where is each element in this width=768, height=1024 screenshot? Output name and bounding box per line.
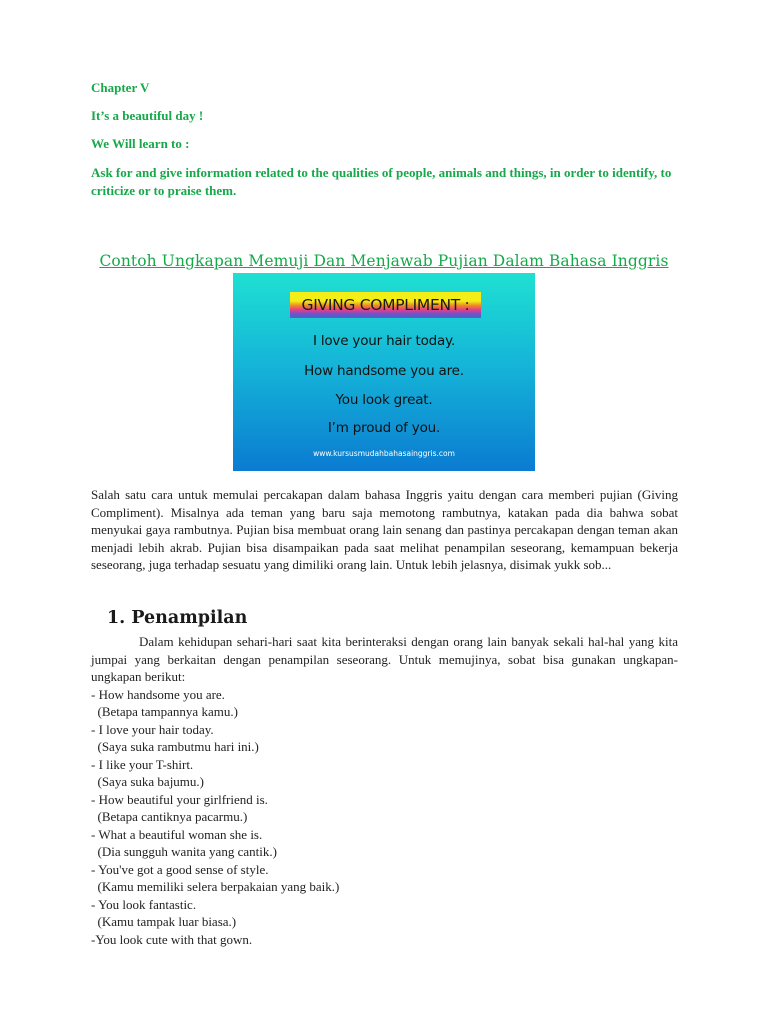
list-item: (Betapa tampannya kamu.): [91, 704, 238, 719]
list-item: - What a beautiful woman she is.: [91, 826, 263, 842]
list-item: - How handsome you are.: [91, 686, 225, 702]
banner-heading: GIVING COMPLIMENT :: [290, 292, 481, 318]
list-item: (Kamu memiliki selera berpakaian yang baik.): [91, 879, 340, 894]
learning-goal: Ask for and give information related to the qualities of people, animals and things, in order to identify, to criticize or to praise them.: [91, 165, 672, 198]
intro-text: Salah satu cara untuk memulai percakapan dalam bahasa Inggris yaitu dengan cara memberi pujian (Giving Compliment). Misalnya ada teman yang baru saja memotong rambutnya, katakan pada dia bahwa sobat menyukai gaya rambutnya. Pujian bisa membuat orang lain senang dan pastinya percakapan dengan teman akan menjadi lebih akrab. Pujian bisa disampaikan pada saat melihat penampilan seseorang, kemampuan bekerja seseorang, juga terhadap sesuatu yang dimiliki orang lain. Untuk lebih jelasnya, disimak yukk sob...: [91, 487, 678, 573]
list-item: (Saya suka bajumu.): [91, 774, 205, 789]
banner-line: I love your hair today.: [312, 333, 456, 349]
list-item: (Saya suka rambutmu hari ini.): [91, 739, 259, 754]
list-item: - I love your hair today.: [91, 721, 214, 737]
banner-line: You look great.: [335, 392, 433, 408]
section-title: 1. Penampilan: [107, 608, 248, 628]
banner-url: www.kursusmudahbahasainggris.com: [313, 449, 455, 458]
list-item: (Betapa cantiknya pacarmu.): [91, 809, 248, 824]
learning-label: We Will learn to :: [91, 136, 190, 151]
list-item: - How beautiful your girlfriend is.: [91, 791, 268, 807]
banner-line: I’m proud of you.: [327, 420, 441, 436]
list-item: - You've got a good sense of style.: [91, 861, 269, 877]
banner-line: How handsome you are.: [304, 363, 464, 379]
section-body: [91, 633, 678, 948]
intro-paragraph: [91, 486, 678, 574]
compliment-banner-image: [233, 273, 535, 471]
chapter-label: Chapter V: [91, 80, 150, 95]
list-item: -You look cute with that gown.: [91, 931, 253, 947]
list-item: (Dia sungguh wanita yang cantik.): [91, 844, 277, 859]
section-paragraph: Dalam kehidupan sehari-hari saat kita berinteraksi dengan orang lain banyak sekali hal-hal yang kita jumpai yang berkaitan dengan penampilan seseorang. Untuk memujinya, sobat bisa gunakan ungkapan-ungkapan berikut:: [91, 634, 678, 684]
article-title: Contoh Ungkapan Memuji Dan Menjawab Pujian Dalam Bahasa Inggris: [99, 252, 669, 270]
chapter-title: It’s a beautiful day !: [91, 108, 204, 123]
list-item: - You look fantastic.: [91, 896, 197, 912]
list-item: (Kamu tampak luar biasa.): [91, 914, 237, 929]
list-item: - I like your T-shirt.: [91, 756, 194, 772]
